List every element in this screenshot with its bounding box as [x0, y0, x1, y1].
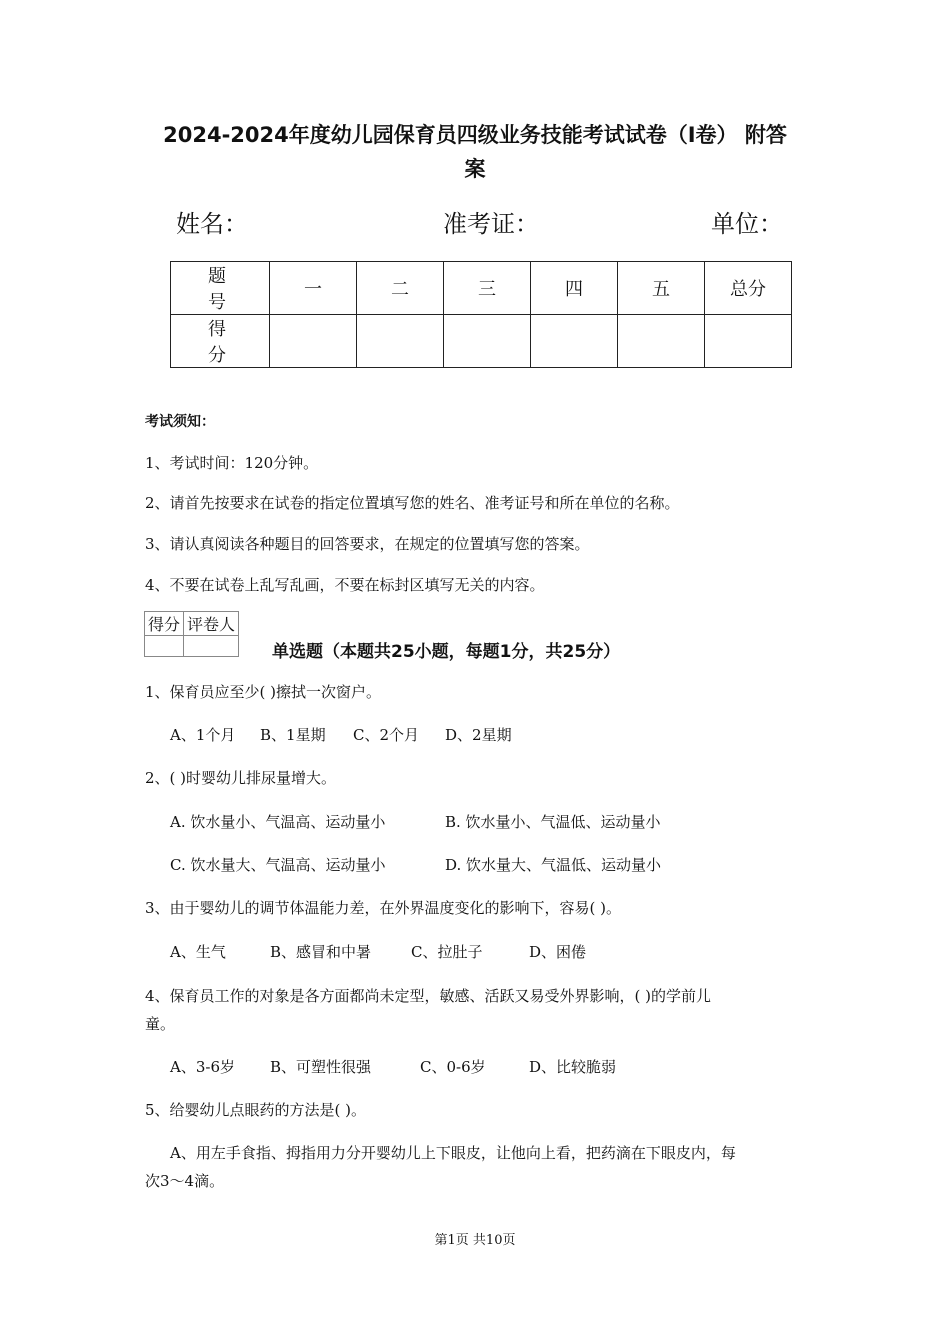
q1-option-c[interactable]: C、2个月: [353, 726, 420, 744]
section-title: 单选题（本题共25小题，每题1分，共25分）: [272, 642, 621, 662]
q5-option-a-line-2[interactable]: 次3～4滴。: [145, 1172, 225, 1190]
score-header-1: 一: [270, 262, 357, 315]
q2-option-a[interactable]: A. 饮水量小、气温高、运动量小: [170, 813, 386, 831]
question-3-stem: 3、由于婴幼儿的调节体温能力差，在外界温度变化的影响下，容易( )。: [145, 899, 622, 917]
q2-option-d[interactable]: D. 饮水量大、气温低、运动量小: [445, 856, 662, 874]
title-line-2: 案: [464, 157, 486, 181]
score-header-total: 总分: [705, 262, 792, 315]
score-cell-5[interactable]: [618, 315, 705, 368]
q1-option-d[interactable]: D、2星期: [445, 726, 512, 744]
q4-option-d[interactable]: D、比较脆弱: [529, 1058, 617, 1076]
grader-name-label: 评卷人: [184, 612, 239, 636]
q1-option-b[interactable]: B、1星期: [260, 726, 326, 744]
notice-item-4: 4、不要在试卷上乱写乱画，不要在标封区填写无关的内容。: [145, 576, 545, 594]
score-cell-4[interactable]: [531, 315, 618, 368]
score-cell-2[interactable]: [357, 315, 444, 368]
q2-option-b[interactable]: B. 饮水量小、气温低、运动量小: [445, 813, 661, 831]
score-header-2: 二: [357, 262, 444, 315]
q4-option-b[interactable]: B、可塑性很强: [270, 1058, 372, 1076]
score-table-header-row: [171, 262, 792, 315]
question-4-stem-line-2: 童。: [145, 1015, 176, 1033]
grader-table-row: [145, 636, 239, 657]
question-1-stem: 1、保育员应至少( )擦拭一次窗户。: [145, 683, 382, 701]
page-title: [120, 118, 830, 186]
score-cell-1[interactable]: [270, 315, 357, 368]
notice-heading: 考试须知：: [145, 414, 215, 430]
grader-score-label: 得分: [145, 612, 184, 636]
grader-score-cell[interactable]: [145, 636, 184, 657]
score-row-label: 得 分: [171, 315, 270, 368]
score-table: [170, 261, 792, 368]
q3-option-c[interactable]: C、拉肚子: [411, 943, 483, 961]
name-field-label: 姓名：: [176, 210, 248, 238]
q4-option-a[interactable]: A、3-6岁: [170, 1058, 235, 1076]
notice-item-3: 3、请认真阅读各种题目的回答要求，在规定的位置填写您的答案。: [145, 535, 590, 553]
q3-option-d[interactable]: D、困倦: [529, 943, 587, 961]
question-2-stem: 2、( )时婴幼儿排尿量增大。: [145, 769, 337, 787]
q3-option-b[interactable]: B、感冒和中暑: [270, 943, 372, 961]
unit-field-label: 单位：: [711, 210, 783, 238]
q3-option-a[interactable]: A、生气: [170, 943, 226, 961]
grader-table-header: [145, 612, 239, 636]
score-header-5: 五: [618, 262, 705, 315]
title-line-1: 2024-2024年度幼儿园保育员四级业务技能考试试卷（I卷） 附答: [163, 123, 787, 147]
score-cell-3[interactable]: [444, 315, 531, 368]
question-4-stem-line-1: 4、保育员工作的对象是各方面都尚未定型，敏感、活跃又易受外界影响，( )的学前儿: [145, 987, 712, 1005]
exam-id-field-label: 准考证：: [443, 210, 539, 238]
grader-name-cell[interactable]: [184, 636, 239, 657]
grader-table: [144, 611, 239, 657]
q5-option-a-line-1[interactable]: A、用左手食指、拇指用力分开婴幼儿上下眼皮，让他向上看，把药滴在下眼皮内，每: [170, 1144, 736, 1162]
score-header-4: 四: [531, 262, 618, 315]
q1-option-a[interactable]: A、1个月: [170, 726, 236, 744]
q2-option-c[interactable]: C. 饮水量大、气温高、运动量小: [170, 856, 386, 874]
score-table-score-row: [171, 315, 792, 368]
q4-option-c[interactable]: C、0-6岁: [420, 1058, 486, 1076]
notice-item-1: 1、考试时间：120分钟。: [145, 454, 319, 472]
score-cell-total[interactable]: [705, 315, 792, 368]
notice-item-2: 2、请首先按要求在试卷的指定位置填写您的姓名、准考证号和所在单位的名称。: [145, 494, 680, 512]
score-header-label: 题 号: [171, 262, 270, 315]
question-5-stem: 5、给婴幼儿点眼药的方法是( )。: [145, 1101, 367, 1119]
page-footer: 第1页 共10页: [434, 1233, 516, 1248]
score-header-3: 三: [444, 262, 531, 315]
